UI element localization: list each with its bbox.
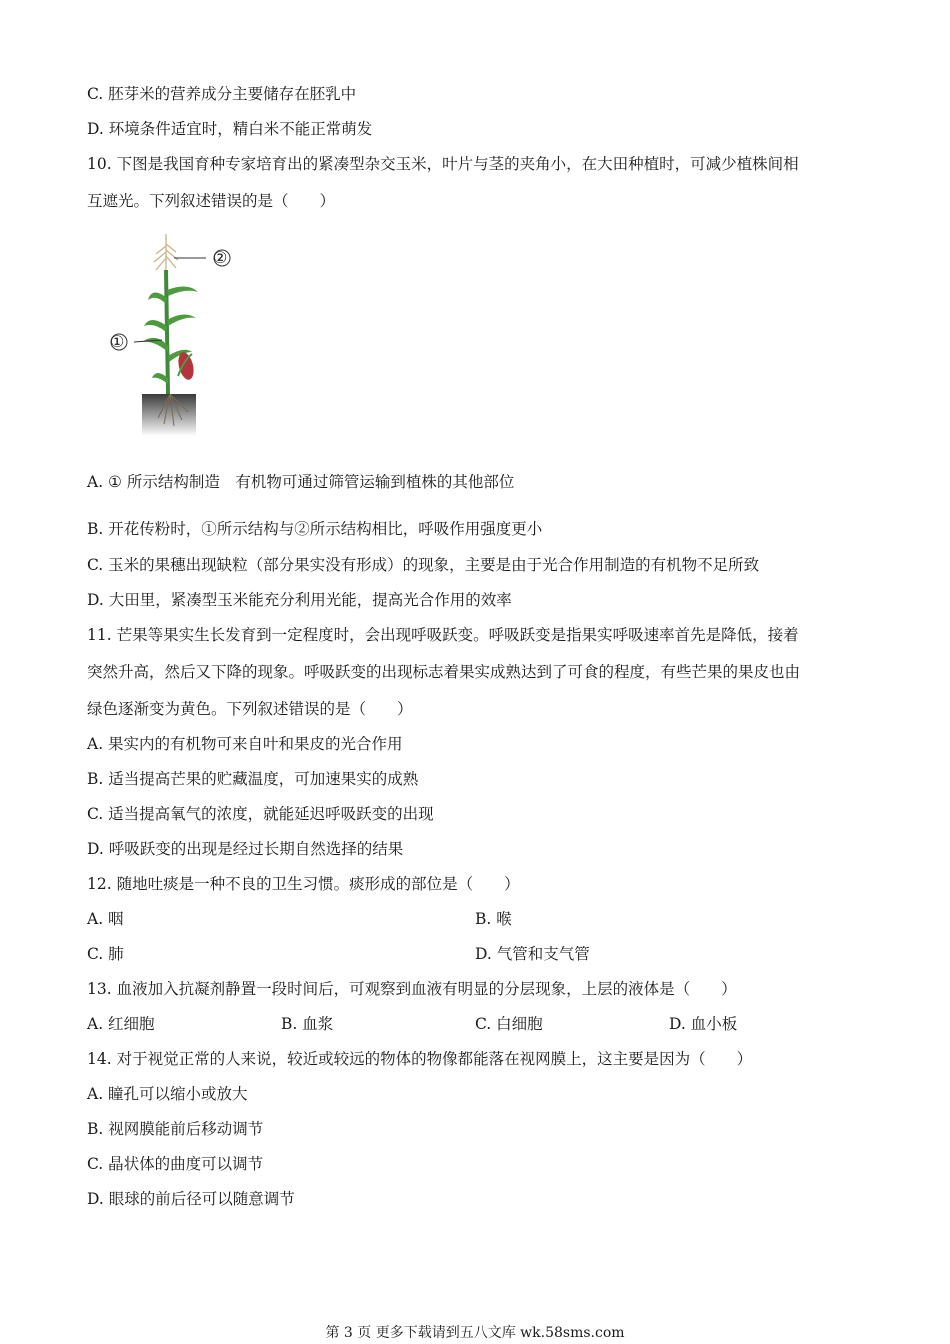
q14-stem: 14. 对于视觉正常的人来说，较近或较远的物体的物像都能落在视网膜上，这主要是因为（ ） [87,1050,753,1068]
q9-option-c: C. 胚芽米的营养成分主要储存在胚乳中 [87,85,357,103]
q14-option-c: C. 晶状体的曲度可以调节 [87,1155,264,1173]
q13-stem: 13. 血液加入抗凝剂静置一段时间后，可观察到血液有明显的分层现象，上层的液体是（ ） [87,980,737,998]
q11-option-b: B. 适当提高芒果的贮藏温度，可加速果实的成熟 [87,770,419,788]
q11-stem-line1: 11. 芒果等果实生长发育到一定程度时，会出现呼吸跃变。呼吸跃变是指果实呼吸速率首先是降低，接着 [87,626,799,644]
q13-option-a: A. 红细胞 [87,1015,155,1033]
q10-option-b: B. 开花传粉时，①所示结构与②所示结构相比，呼吸作用强度更小 [87,520,543,538]
page-footer: 第 3 页 更多下载请到五八文库 wk.58sms.com [325,1325,625,1341]
q11-stem-line2: 突然升高，然后又下降的现象。呼吸跃变的出现标志着果实成熟达到了可食的程度，有些芒果的果皮也由 [87,663,801,681]
q10-option-d: D. 大田里，紧凑型玉米能充分利用光能，提高光合作用的效率 [87,591,512,609]
q14-option-b: B. 视网膜能前后移动调节 [87,1120,264,1138]
q13-option-b: B. 血浆 [281,1015,334,1033]
q10-stem-line2: 互遮光。下列叙述错误的是（ ） [87,192,336,210]
q10-figure-label-1: ① [110,332,125,351]
q11-option-a: A. 果实内的有机物可来自叶和果皮的光合作用 [87,735,403,753]
q12-option-b: B. 喉 [475,910,512,928]
q11-stem-line3: 绿色逐渐变为黄色。下列叙述错误的是（ ） [87,700,413,718]
q12-option-a: A. 咽 [87,910,124,928]
q13-option-c: C. 白细胞 [475,1015,543,1033]
q11-option-d: D. 呼吸跃变的出现是经过长期自然选择的结果 [87,840,404,858]
q9-option-d: D. 环境条件适宜时，精白米不能正常萌发 [87,120,373,138]
q10-figure-label-2: ② [213,248,228,267]
q14-option-d: D. 眼球的前后径可以随意调节 [87,1190,295,1208]
q12-option-d: D. 气管和支气管 [475,945,590,963]
q12-stem: 12. 随地吐痰是一种不良的卫生习惯。痰形成的部位是（ ） [87,875,520,893]
q13-option-d: D. 血小板 [669,1015,738,1033]
q12-option-c: C. 肺 [87,945,124,963]
q10-option-a: A. ① 所示结构制造 有机物可通过筛管运输到植株的其他部位 [87,473,515,491]
q11-option-c: C. 适当提高氧气的浓度，就能延迟呼吸跃变的出现 [87,805,434,823]
q10-stem-line1: 10. 下图是我国育种专家培育出的紧凑型杂交玉米，叶片与茎的夹角小，在大田种植时，可减少植株间相 [87,155,799,173]
q14-option-a: A. 瞳孔可以缩小或放大 [87,1085,248,1103]
q10-option-c: C. 玉米的果穗出现缺粒（部分果实没有形成）的现象，主要是由于光合作用制造的有机物不足所致 [87,556,760,574]
